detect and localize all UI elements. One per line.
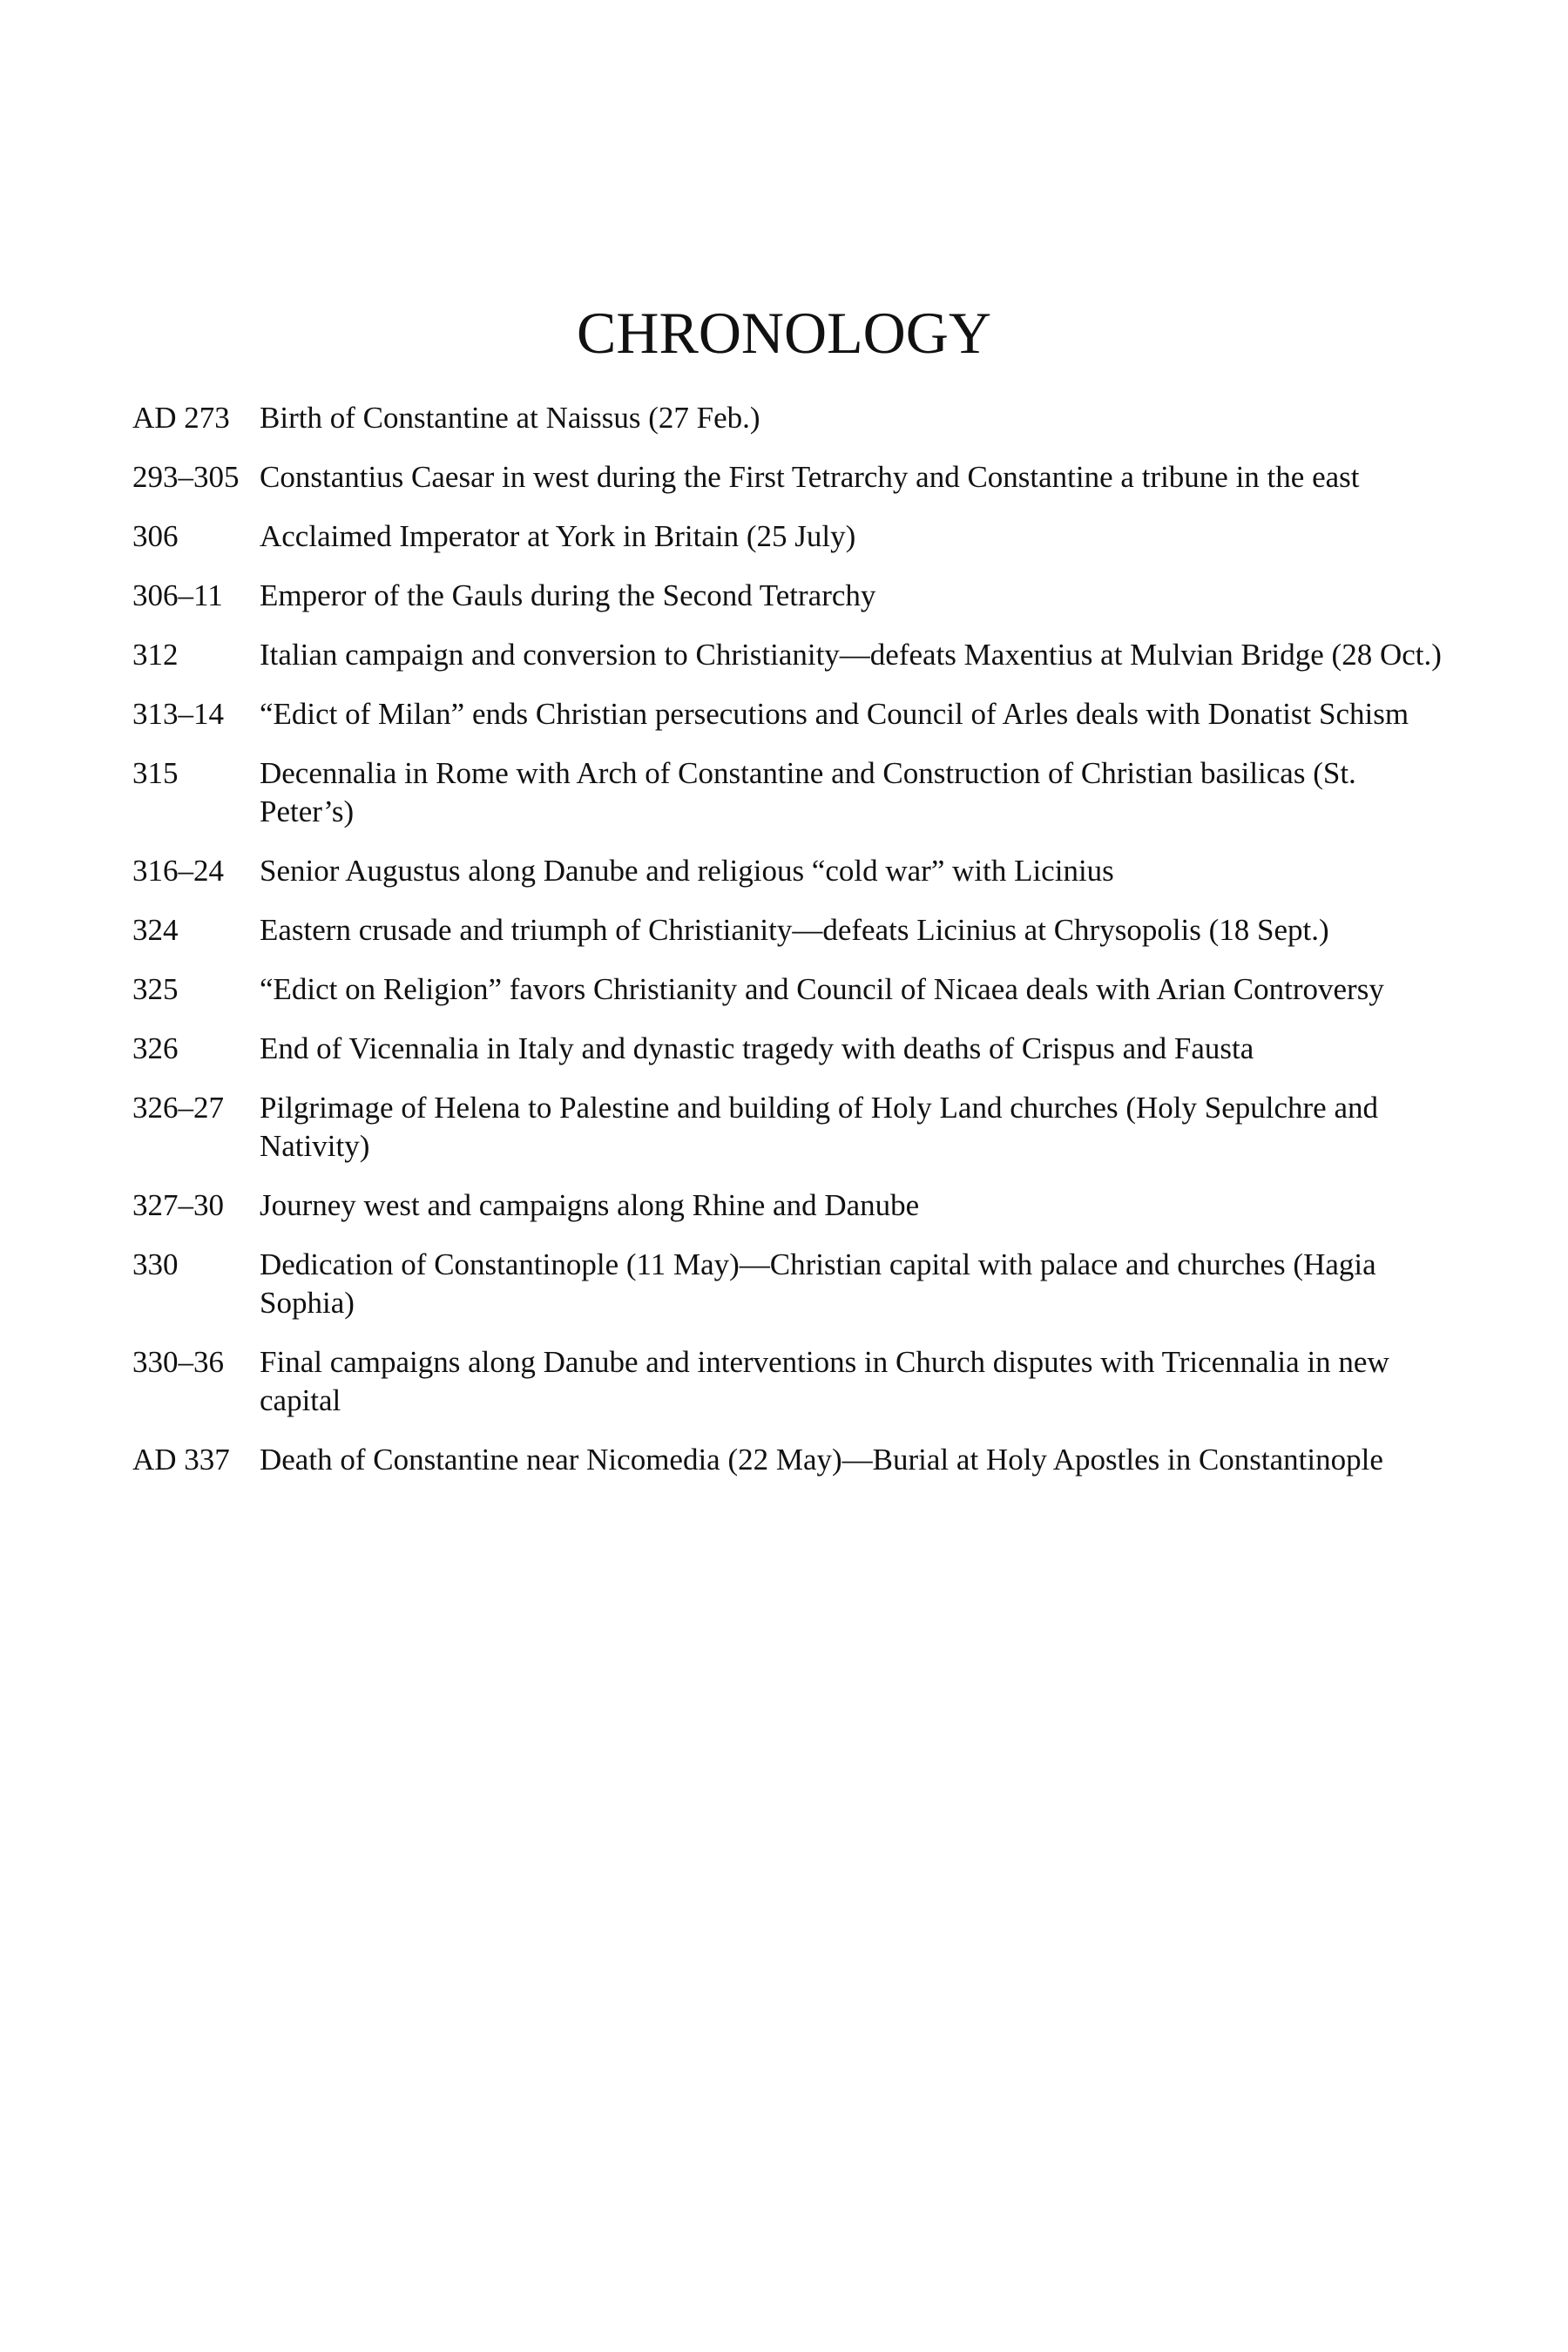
entry-date: 306: [132, 519, 179, 553]
entry-description: Final campaigns along Danube and interventions in Church disputes with Tricennalia in new capital: [260, 1345, 1389, 1417]
entry-date: AD 273: [132, 401, 230, 435]
chronology-entry: [132, 636, 1456, 674]
chronology-list: [132, 399, 1456, 1500]
entry-date: 330–36: [132, 1345, 224, 1379]
chronology-entry: [132, 1186, 1456, 1225]
entry-description: “Edict of Milan” ends Christian persecutions and Council of Arles deals with Donatist Schism: [260, 697, 1409, 731]
chronology-entry: [132, 1343, 1456, 1420]
entry-description: Dedication of Constantinople (11 May)—Christian capital with palace and churches (Hagia Sophia): [260, 1247, 1376, 1320]
entry-date: 315: [132, 756, 179, 790]
entry-date: 312: [132, 638, 179, 672]
chronology-entry: [132, 695, 1456, 733]
chronology-entry: [132, 911, 1456, 950]
chronology-entry: [132, 1089, 1456, 1166]
entry-date: 327–30: [132, 1188, 224, 1222]
entry-date: 325: [132, 972, 179, 1006]
chronology-entry: [132, 517, 1456, 556]
entry-date: 316–24: [132, 854, 224, 888]
chronology-entry: [132, 1441, 1456, 1479]
page-title: CHRONOLOGY: [577, 300, 991, 366]
entry-description: Acclaimed Imperator at York in Britain (25 July): [260, 519, 856, 553]
chronology-entry: [132, 458, 1456, 497]
entry-date: 326–27: [132, 1091, 224, 1125]
entry-date: 313–14: [132, 697, 224, 731]
entry-description: Emperor of the Gauls during the Second Tetrarchy: [260, 578, 876, 612]
chronology-entry: [132, 577, 1456, 615]
chronology-entry: [132, 1030, 1456, 1068]
entry-description: Birth of Constantine at Naissus (27 Feb.): [260, 401, 760, 435]
entry-description: Eastern crusade and triumph of Christianity—defeats Licinius at Chrysopolis (18 Sept.): [260, 913, 1329, 947]
entry-description: Italian campaign and conversion to Christianity—defeats Maxentius at Mulvian Bridge (28 Oct.): [260, 638, 1442, 672]
chronology-entry: [132, 399, 1456, 437]
entry-description: Decennalia in Rome with Arch of Constantine and Construction of Christian basilicas (St. Peter’s): [260, 756, 1356, 828]
chronology-entry: [132, 754, 1456, 831]
entry-date: 293–305: [132, 460, 240, 494]
entry-description: Senior Augustus along Danube and religious “cold war” with Licinius: [260, 854, 1114, 888]
entry-description: “Edict on Religion” favors Christianity and Council of Nicaea deals with Arian Controversy: [260, 972, 1384, 1006]
entry-description: Journey west and campaigns along Rhine and Danube: [260, 1188, 920, 1222]
entry-date: 326: [132, 1031, 179, 1065]
entry-date: AD 337: [132, 1443, 230, 1477]
chronology-entry: [132, 970, 1456, 1009]
chronology-entry: [132, 852, 1456, 890]
entry-description: End of Vicennalia in Italy and dynastic tragedy with deaths of Crispus and Fausta: [260, 1031, 1254, 1065]
entry-date: 324: [132, 913, 179, 947]
entry-description: Pilgrimage of Helena to Palestine and building of Holy Land churches (Holy Sepulchre and Nativity): [260, 1091, 1378, 1163]
entry-date: 306–11: [132, 578, 223, 612]
chronology-entry: [132, 1246, 1456, 1322]
entry-description: Death of Constantine near Nicomedia (22 May)—Burial at Holy Apostles in Constantinople: [260, 1443, 1383, 1477]
entry-description: Constantius Caesar in west during the First Tetrarchy and Constantine a tribune in the east: [260, 460, 1360, 494]
entry-date: 330: [132, 1247, 179, 1281]
